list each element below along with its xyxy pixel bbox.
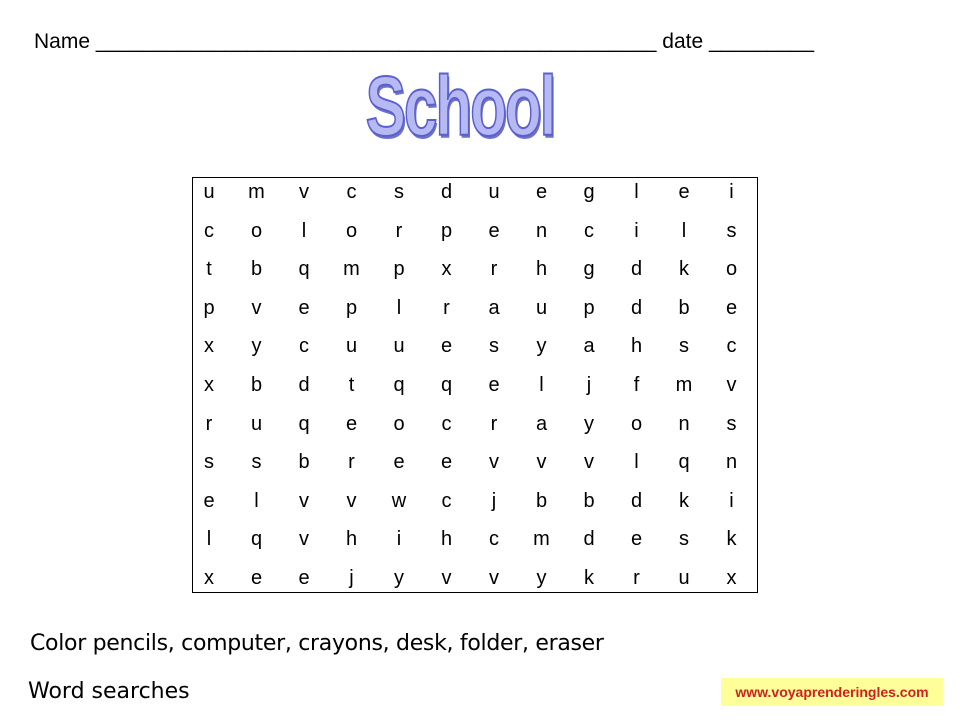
grid-cell: o: [250, 219, 263, 242]
site-url-badge[interactable]: www.voyaprenderingles.com: [721, 678, 943, 706]
grid-cell: s: [726, 219, 737, 242]
grid-cell: q: [678, 451, 690, 474]
grid-cell: v: [251, 296, 262, 319]
grid-cell: o: [393, 412, 405, 435]
grid-cell: r: [443, 296, 450, 319]
grid-cell: r: [395, 219, 403, 242]
grid-cell: b: [250, 258, 263, 281]
grid-cell: c: [489, 528, 499, 551]
grid-cell: s: [489, 335, 499, 358]
grid-cell: x: [204, 335, 214, 358]
grid-cell: m: [343, 258, 360, 281]
grid-cell: g: [583, 258, 595, 281]
grid-cell: k: [679, 489, 689, 512]
grid-cell: w: [391, 489, 407, 512]
grid-cell: x: [204, 374, 214, 396]
grid-cell: v: [299, 181, 309, 203]
footer-label: Word searches: [28, 679, 190, 704]
grid-cell: y: [584, 412, 594, 435]
grid-cell: l: [301, 219, 307, 242]
word-list: Color pencils, computer, crayons, desk, folder, eraser: [30, 631, 604, 656]
grid-cell: q: [250, 528, 263, 551]
grid-cell: r: [348, 451, 355, 474]
grid-cell: e: [535, 181, 548, 203]
grid-cell: e: [440, 335, 453, 358]
grid-cell: c: [584, 219, 594, 242]
grid-cell: s: [679, 528, 689, 551]
grid-cell: i: [634, 219, 639, 242]
grid-cell: u: [203, 181, 215, 203]
grid-cell: m: [675, 374, 693, 396]
grid-cell: e: [393, 451, 405, 474]
grid-cell: c: [346, 181, 357, 203]
grid-cell: b: [535, 489, 548, 512]
grid-cell: g: [583, 181, 595, 203]
grid-cell: s: [726, 412, 737, 435]
grid-cell: j: [491, 489, 497, 512]
grid-cell: r: [633, 567, 640, 589]
grid-cell: k: [679, 258, 689, 281]
grid-cell: y: [536, 335, 547, 358]
grid-cell: q: [298, 412, 310, 435]
grid-cell: c: [299, 335, 309, 358]
grid-cell: j: [349, 567, 354, 589]
grid-cell: v: [299, 489, 309, 512]
grid-cell: i: [729, 489, 734, 512]
grid-cell: x: [726, 567, 737, 589]
grid-cell: e: [203, 489, 215, 512]
grid-cell: k: [584, 567, 594, 589]
grid-cell: i: [729, 181, 734, 203]
grid-cell: y: [251, 335, 262, 358]
grid-cell: l: [634, 181, 639, 203]
grid-cell: d: [583, 528, 595, 551]
grid-cell: e: [488, 219, 500, 242]
grid-cell: n: [678, 412, 690, 435]
grid-cell: u: [250, 412, 263, 435]
grid-cell: v: [726, 374, 737, 396]
grid-cell: t: [348, 374, 355, 396]
grid-cell: i: [396, 528, 402, 551]
grid-cell: o: [345, 219, 358, 242]
grid-cell: b: [678, 296, 690, 319]
grid-cell: a: [535, 412, 548, 435]
grid-cell: d: [630, 296, 643, 319]
grid-cell: l: [206, 528, 212, 551]
grid-cell: l: [681, 219, 687, 242]
grid-cell: v: [536, 451, 547, 474]
grid-cell: s: [251, 451, 262, 474]
grid-cell: q: [393, 374, 405, 396]
grid-cell: q: [298, 258, 310, 281]
grid-cell: e: [345, 412, 358, 435]
grid-cell: e: [298, 296, 310, 319]
grid-cell: e: [440, 451, 453, 474]
grid-cell: u: [345, 335, 358, 358]
name-date-line: Name ________________________________________________ date _________: [34, 30, 815, 53]
grid-cell: u: [488, 181, 500, 203]
grid-cell: v: [584, 451, 594, 474]
grid-cell: v: [441, 567, 452, 589]
grid-cell: l: [634, 451, 639, 474]
grid-cell: l: [396, 296, 402, 319]
grid-cell: v: [489, 451, 499, 474]
grid-cell: e: [678, 181, 690, 203]
grid-cell: e: [725, 296, 738, 319]
grid-cell: d: [630, 489, 643, 512]
grid-cell: k: [726, 528, 737, 551]
grid-cell: e: [630, 528, 643, 551]
grid-cell: a: [488, 296, 500, 319]
grid-cell: a: [583, 335, 595, 358]
grid-cell: x: [441, 258, 452, 281]
grid-cell: n: [725, 451, 738, 474]
grid-cell: t: [206, 258, 212, 281]
grid-cell: p: [440, 219, 453, 242]
grid-cell: e: [250, 567, 263, 589]
grid-cell: r: [490, 258, 498, 281]
grid-cell: b: [583, 489, 595, 512]
grid-cell: b: [250, 374, 263, 396]
grid-cell: c: [726, 335, 737, 358]
grid-cell: d: [440, 181, 453, 203]
grid-cell: v: [346, 489, 357, 512]
grid-cell: l: [254, 489, 259, 512]
grid-cell: e: [298, 567, 310, 589]
grid-cell: d: [630, 258, 643, 281]
grid-cell: c: [204, 219, 214, 242]
word-search-grid: [192, 177, 758, 593]
grid-cell: v: [489, 567, 499, 589]
grid-cell: o: [725, 258, 738, 281]
grid-cell: y: [536, 567, 547, 589]
page-title: School: [365, 59, 555, 153]
grid-cell: q: [440, 374, 453, 396]
grid-cell: v: [299, 528, 309, 551]
grid-cell: h: [440, 528, 453, 551]
grid-cell: y: [394, 567, 404, 589]
grid-cell: s: [679, 335, 689, 358]
grid-cell: c: [441, 412, 452, 435]
grid-cell: f: [633, 374, 640, 396]
grid-cell: e: [488, 374, 500, 396]
grid-cell: r: [490, 412, 498, 435]
grid-cell: x: [204, 567, 214, 589]
grid-cell: h: [630, 335, 643, 358]
grid-cell: c: [441, 489, 452, 512]
grid-cell: r: [205, 412, 213, 435]
grid-cell: u: [678, 567, 690, 589]
grid-cell: j: [586, 374, 592, 396]
grid-cell: p: [583, 296, 595, 319]
grid-cell: h: [345, 528, 358, 551]
grid-cell: p: [203, 296, 215, 319]
grid-cell: m: [533, 528, 550, 551]
grid-cell: n: [535, 219, 548, 242]
grid-cell: l: [539, 374, 544, 396]
grid-cell: p: [345, 296, 358, 319]
grid-cell: h: [535, 258, 548, 281]
grid-cell: m: [248, 181, 265, 203]
grid-cell: u: [535, 296, 548, 319]
grid-cell: s: [204, 451, 214, 474]
grid-cell: o: [630, 412, 643, 435]
grid-cell: u: [393, 335, 405, 358]
grid-cell: p: [393, 258, 405, 281]
grid-cell: b: [298, 451, 310, 474]
grid-cell: s: [394, 181, 404, 203]
grid-cell: d: [298, 374, 310, 396]
